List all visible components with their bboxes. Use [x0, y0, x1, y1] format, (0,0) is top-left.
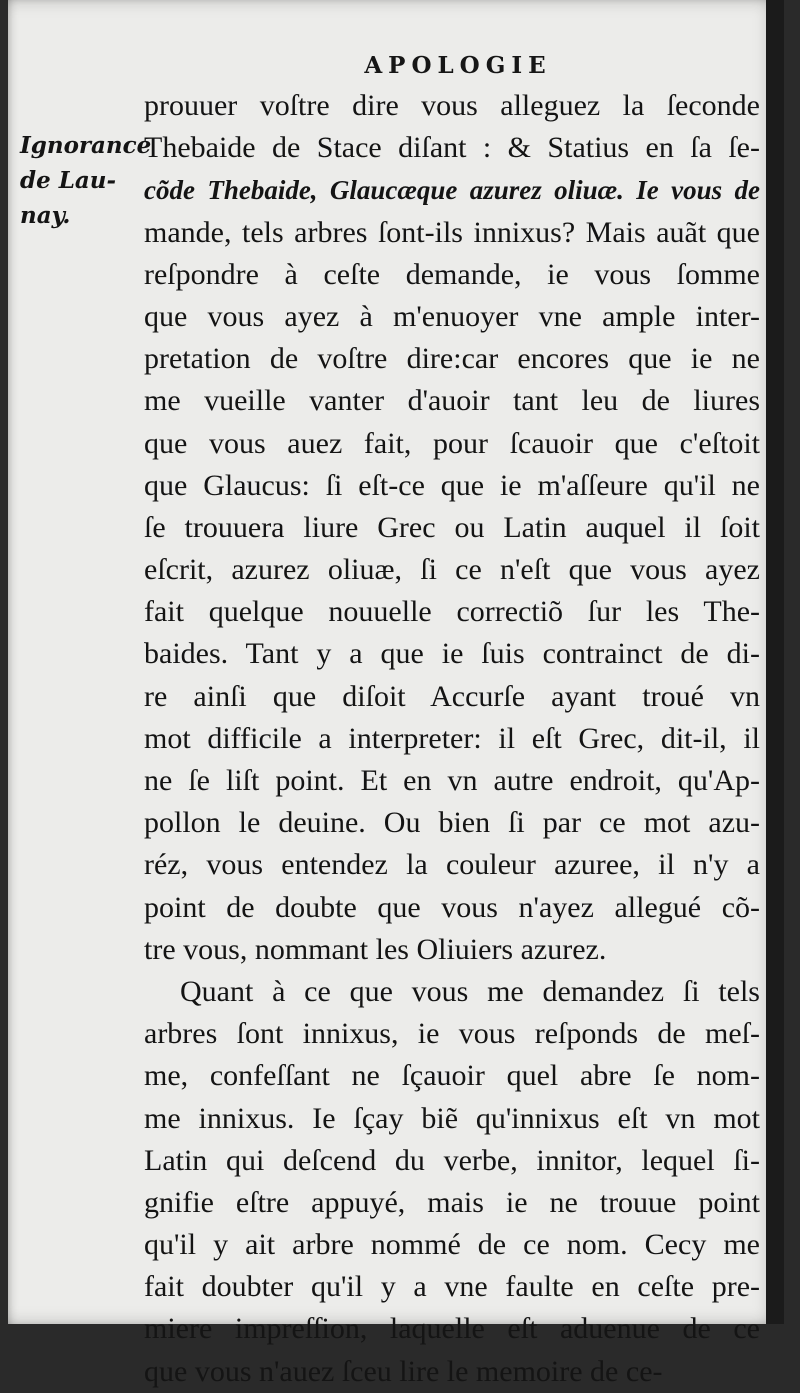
text-line: Thebaide de Stace diſant : & Statius en ſa ſe- — [144, 131, 760, 165]
page-edge-shadow — [766, 0, 784, 1324]
text-line: miere impreſſion, laquelle eſt aduenue de ce — [144, 1312, 760, 1346]
text-line: eſcrit, azurez oliuæ, ſi ce n'eſt que vous ayez — [144, 553, 760, 587]
text-line: me, confeſſant ne ſçauoir quel abre ſe nom- — [144, 1059, 760, 1093]
text-line: fait quelque nouuelle correctiõ ſur les The- — [144, 595, 760, 629]
text-line: pollon le deuine. Ou bien ſi par ce mot azu- — [144, 806, 760, 840]
margin-note-line: nay. — [20, 202, 71, 229]
text-line: point de doubte que vous n'ayez allegué cõ- — [144, 890, 760, 924]
margin-note-line: Ignorance — [20, 132, 152, 159]
text-line: tre vous, nommant les Oliuiers azurez. — [144, 932, 607, 966]
text-line: ne ſe liſt point. Et en vn autre endroit, qu'Ap- — [144, 764, 760, 797]
text-line: que vous n'auez ſceu lire le memoire de ce- — [144, 1354, 663, 1388]
text-line: re ainſi que diſoit Accurſe ayant troué vn — [144, 679, 760, 713]
text-line: baides. Tant y a que ie ſuis contrainct de di- — [144, 637, 760, 671]
text-line: gnifie eſtre appuyé, mais ie ne trouue point — [144, 1185, 760, 1219]
text-line: Latin qui deſcend du verbe, innitor, lequel ſi- — [144, 1143, 760, 1177]
text-line: mande, tels arbres ſont-ils innixus? Mais auãt que — [144, 215, 760, 249]
text-line: que vous ayez à m'enuoyer vne ample inter- — [144, 299, 760, 333]
text-line: Quant à ce que vous me demandez ſi tels — [180, 974, 760, 1008]
text-line: prouuer voſtre dire vous alleguez la ſeconde — [144, 89, 760, 122]
text-line: me vueille vanter d'auoir tant leu de liures — [144, 384, 760, 418]
text-line: qu'il y ait arbre nommé de ce nom. Cecy me — [144, 1228, 760, 1262]
running-head: APOLOGIE — [364, 52, 552, 79]
text-line: mot difficile a interpreter: il eſt Grec, dit-il, il — [144, 721, 760, 755]
margin-note-line: de Lau- — [20, 167, 117, 194]
text-line: ſe trouuera liure Grec ou Latin auquel il ſoit — [144, 510, 760, 544]
text-line: reſpondre à ceſte demande, ie vous ſomme — [144, 257, 760, 291]
text-line: pretation de voſtre dire:car encores que ie ne — [144, 342, 760, 376]
body-text — [144, 85, 760, 1393]
text-line: me innixus. Ie ſçay biẽ qu'innixus eſt vn mot — [144, 1101, 760, 1135]
text-line: cõde Thebaide, Glaucæque azurez oliuæ. Ie vous de — [144, 175, 760, 206]
text-line: que vous auez fait, pour ſcauoir que c'eſtoit — [144, 426, 760, 460]
text-line: réz, vous entendez la couleur azuree, il n'y a — [144, 848, 760, 882]
margin-note — [20, 128, 150, 233]
book-page — [8, 0, 784, 1388]
text-line: arbres ſont innixus, ie vous reſponds de meſ- — [144, 1017, 760, 1051]
text-line: que Glaucus: ſi eſt-ce que ie m'aſſeure qu'il ne — [144, 468, 760, 502]
text-line: fait doubter qu'il y a vne faulte en ceſte pre- — [144, 1270, 760, 1304]
